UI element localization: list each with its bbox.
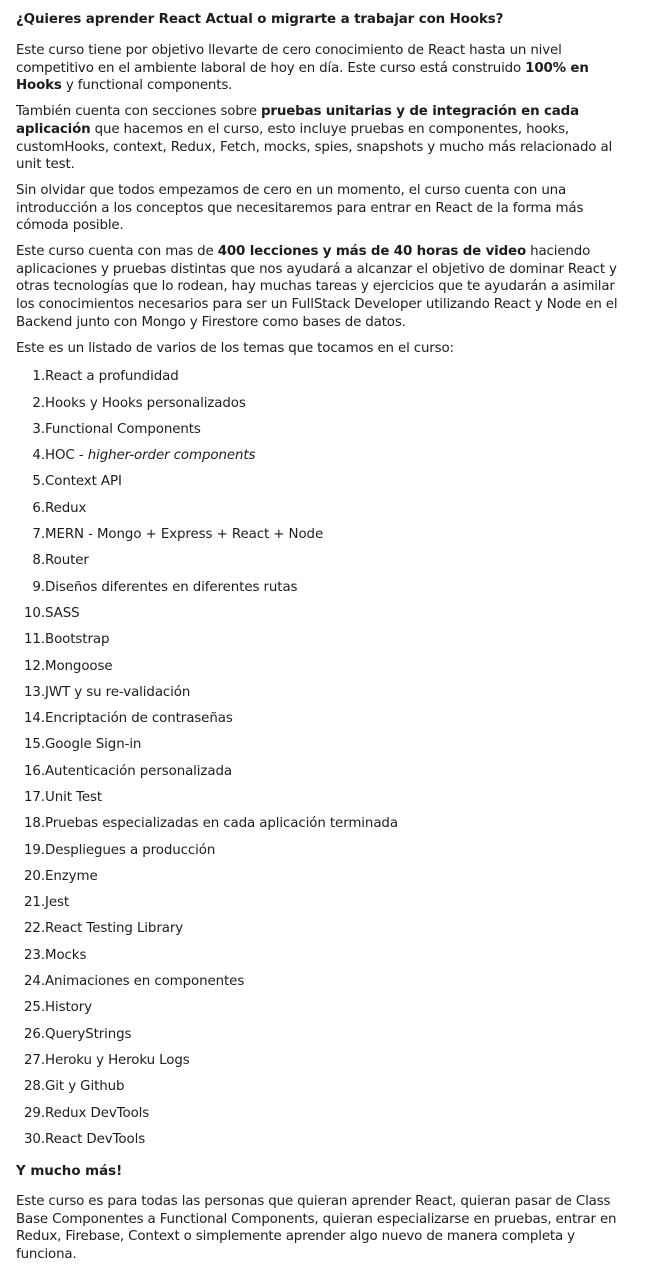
list-item — [16, 526, 634, 552]
list-item — [16, 947, 634, 973]
list-item-number: 9. — [32, 579, 45, 595]
list-item-number: 26. — [24, 1026, 45, 1042]
list-item-text: Unit Test — [45, 790, 102, 805]
list-item-number: 19. — [24, 842, 45, 858]
basics-paragraph: Sin olvidar que todos empezamos de cero en un momento, el curso cuenta con una introducción a los conceptos que necesitaremos para entrar en React de la forma más cómoda posible. — [16, 182, 584, 234]
list-item — [16, 631, 634, 657]
list-item — [16, 1026, 634, 1052]
list-item-text: Bootstrap — [45, 632, 110, 648]
list-item-text: Despliegues a producción — [45, 842, 216, 858]
topic-list — [16, 368, 634, 1157]
list-item — [16, 999, 634, 1025]
more-text: Y mucho más! — [16, 1164, 123, 1180]
list-item — [16, 579, 634, 605]
list-item-text: Mongoose — [45, 658, 113, 674]
list-item-text: History — [45, 1000, 92, 1016]
list-item — [16, 763, 634, 789]
list-item-text: Mocks — [45, 947, 87, 963]
list-item-number: 1. — [32, 369, 45, 385]
list-item — [16, 552, 634, 578]
list-item — [16, 868, 634, 894]
list-item-text: Router — [45, 553, 89, 569]
list-item — [16, 973, 634, 999]
list-item-number: 11. — [24, 632, 45, 648]
closing-paragraph: Este curso es para todas las personas que quieran aprender React, quieran pasar de Class Base Componentes a Functional Components, quieran especializarse en pruebas, entrar en Redux, Firebase, Context o simplemente aprender algo nuevo de manera completa y funciona. — [16, 1193, 617, 1262]
list-item-number: 30. — [24, 1131, 45, 1147]
list-item-text: Autenticación personalizada — [45, 763, 232, 779]
testing-paragraph: También cuenta con secciones sobre pruebas unitarias y de integración en cada aplicación que hacemos en el curso, esto incluye pruebas en componentes, hooks, customHooks, context, Redux, Fetch, mocks, spies, snapshots y mucho más relacionado al unit test. — [16, 104, 613, 173]
list-item-text: HOC - higher-order components — [45, 448, 256, 464]
list-item-number: 2. — [32, 395, 45, 411]
list-item-number: 22. — [24, 921, 45, 937]
list-item — [16, 1131, 634, 1157]
list-item-number: 25. — [24, 1000, 45, 1016]
list-item — [16, 815, 634, 841]
list-item-number: 4. — [32, 448, 45, 464]
list-item — [16, 421, 634, 447]
intro-paragraph: Este curso tiene por objetivo llevarte de cero conocimiento de React hasta un nivel competitivo en el ambiente laboral de hoy en día. Este curso está construido 100% en Hooks y functional components. — [16, 43, 589, 94]
list-item-text: Encriptación de contraseñas — [45, 711, 233, 727]
list-item-text: Redux — [45, 500, 87, 516]
list-item-number: 18. — [24, 816, 45, 832]
list-item-number: 6. — [32, 500, 45, 516]
list-item — [16, 920, 634, 946]
list-item-text: Enzyme — [45, 868, 98, 884]
list-item-number: 29. — [24, 1105, 45, 1121]
list-item-number: 8. — [32, 553, 45, 569]
list-item-text: Google Sign-in — [45, 737, 142, 753]
list-item — [16, 736, 634, 762]
list-item-number: 24. — [24, 974, 45, 990]
list-item-text: Jest — [45, 895, 70, 911]
list-item-number: 17. — [24, 790, 45, 805]
list-item-text: Git y Github — [45, 1079, 125, 1095]
list-item-number: 7. — [32, 527, 45, 543]
list-item-number: 5. — [32, 474, 45, 490]
list-item — [16, 395, 634, 421]
list-item-number: 3. — [32, 421, 45, 437]
list-item-text: JWT y su re-validación — [45, 684, 191, 700]
emphasis-lessons: 400 lecciones y más de 40 horas de video — [217, 244, 527, 260]
list-item — [16, 473, 634, 499]
list-item — [16, 894, 634, 920]
list-item-text: Heroku y Heroku Logs — [45, 1052, 190, 1068]
list-item — [16, 1078, 634, 1104]
list-item-number: 10. — [24, 605, 45, 621]
list-item — [16, 368, 634, 394]
list-item-number: 23. — [24, 947, 45, 963]
list-item — [16, 684, 634, 710]
list-item-text: QueryStrings — [45, 1026, 132, 1042]
list-item-text: Context API — [45, 474, 122, 490]
list-item-text: React a profundidad — [45, 369, 179, 385]
list-item-text: Animaciones en componentes — [45, 974, 245, 990]
list-item-text: Functional Components — [45, 421, 201, 437]
list-item — [16, 842, 634, 868]
list-item — [16, 500, 634, 526]
list-item-text: React Testing Library — [45, 921, 184, 937]
list-item-italic: higher-order components — [87, 448, 256, 464]
list-item — [16, 658, 634, 684]
list-intro: Este es un listado de varios de los temas que tocamos en el curso: — [16, 340, 454, 356]
list-item — [16, 789, 634, 815]
list-item-number: 21. — [24, 895, 45, 911]
list-item — [16, 447, 634, 473]
list-item-number: 16. — [24, 763, 45, 779]
list-item-number: 12. — [24, 658, 45, 674]
list-item-number: 28. — [24, 1079, 45, 1095]
list-item — [16, 1105, 634, 1131]
description-heading: ¿Quieres aprender React Actual o migrarte a trabajar con Hooks? — [16, 12, 504, 27]
list-item-number: 27. — [24, 1052, 45, 1068]
list-item-number: 15. — [24, 737, 45, 753]
list-item — [16, 605, 634, 631]
list-item-text: Diseños diferentes en diferentes rutas — [45, 579, 298, 595]
list-item-text: Redux DevTools — [45, 1105, 150, 1121]
list-item-number: 13. — [24, 684, 45, 700]
emphasis-testing: pruebas unitarias y de integración en cada aplicación — [16, 104, 579, 137]
emphasis-hooks: 100% en Hooks — [16, 60, 589, 94]
list-item-text: Pruebas especializadas en cada aplicación terminada — [45, 816, 398, 832]
list-item-text: MERN - Mongo + Express + React + Node — [45, 527, 324, 543]
list-item-text: SASS — [45, 605, 80, 621]
list-item — [16, 710, 634, 736]
list-item-number: 20. — [24, 868, 45, 884]
list-item-number: 14. — [24, 711, 45, 727]
list-item — [16, 1052, 634, 1078]
content-paragraph: Este curso cuenta con mas de 400 lecciones y más de 40 horas de video haciendo aplicaciones y pruebas distintas que nos ayudará a alcanzar el objetivo de dominar React y otras tecnologías que lo rodean, hay muchas tareas y ejercicios que te ayudarán a asimilar los conocimientos necesarios para ser un FullStack Developer utilizando React y Node en el Backend junto con Mongo y Firestore como bases de datos. — [16, 244, 618, 330]
list-item-text: React DevTools — [45, 1131, 146, 1147]
list-item-text: Hooks y Hooks personalizados — [45, 395, 246, 411]
